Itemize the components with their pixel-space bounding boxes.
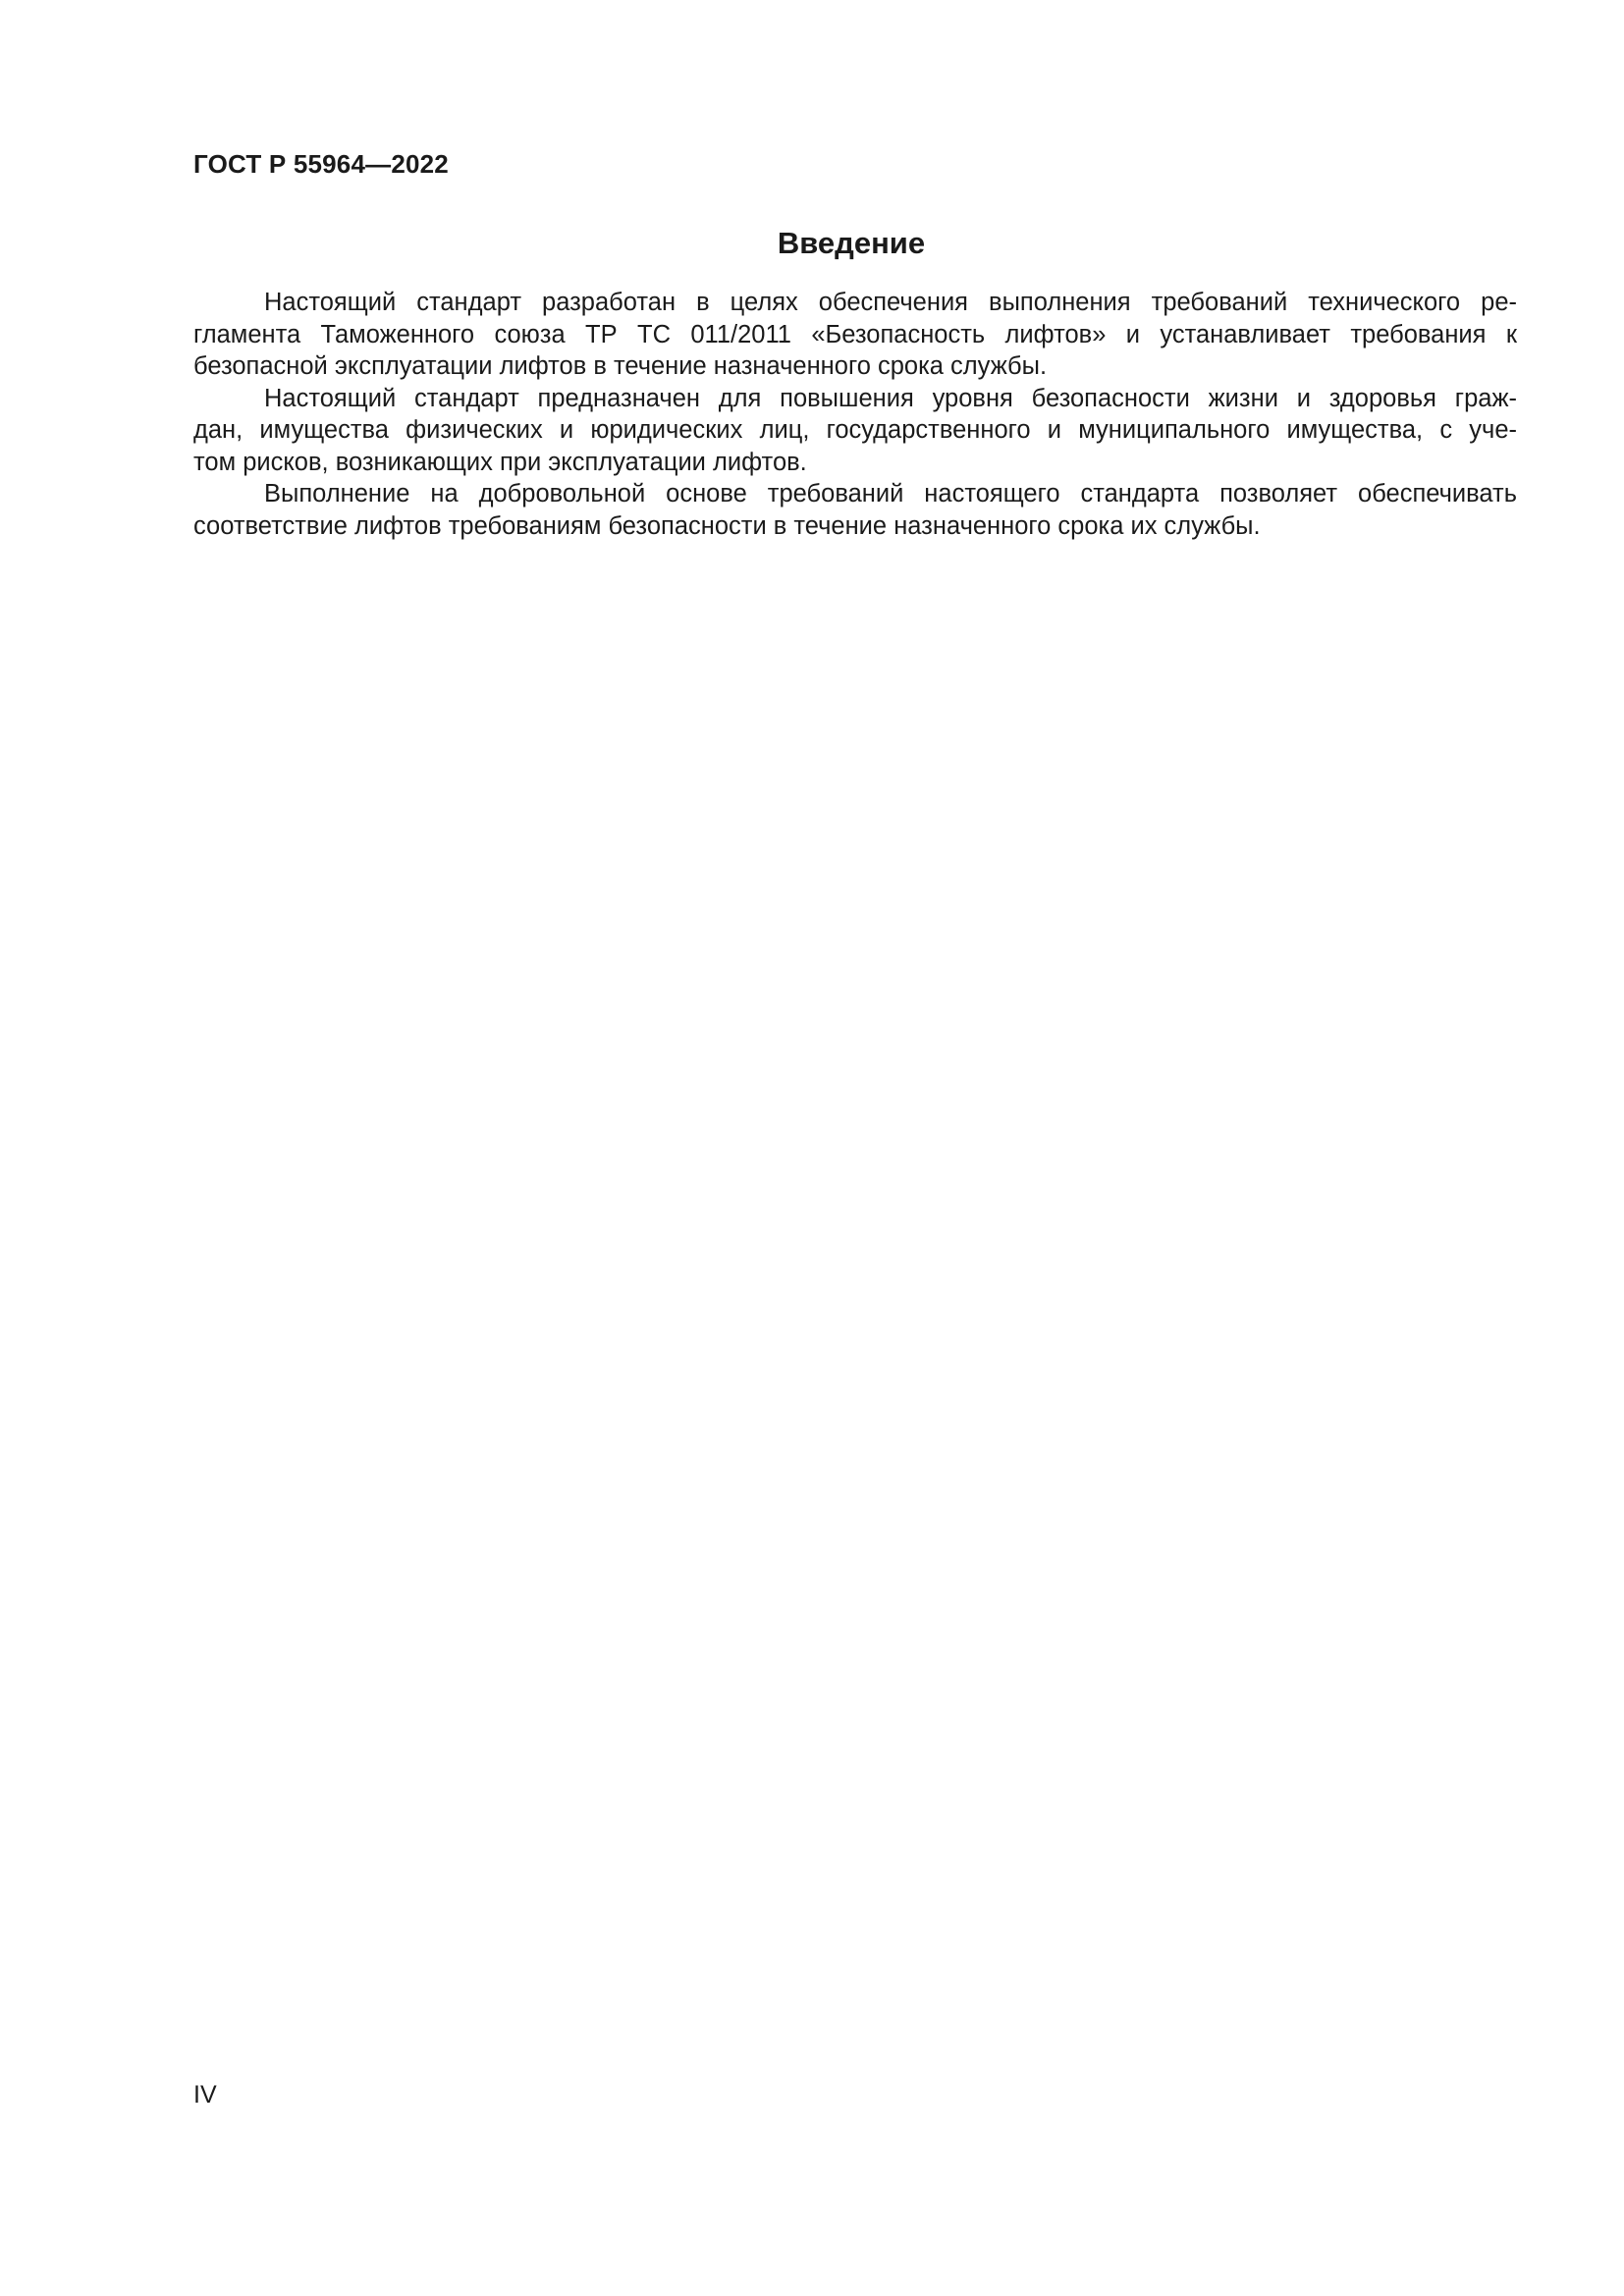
paragraph-line: Выполнение на добровольной основе требований настоящего стандарта позволяет обеспечивать (264, 480, 1517, 507)
paragraph-3 (193, 478, 1517, 542)
page-number: IV (193, 2081, 217, 2109)
paragraph-line: гламента Таможенного союза ТР ТС 011/2011 «Безопасность лифтов» и устанавливает требования к (193, 320, 1517, 348)
body-text (193, 287, 1517, 542)
paragraph-line: безопасной эксплуатации лифтов в течение назначенного срока службы. (193, 352, 1048, 380)
paragraph-line: Настоящий стандарт предназначен для повышения уровня безопасности жизни и здоровья граж- (264, 384, 1517, 412)
paragraph-line: том рисков, возникающих при эксплуатации лифтов. (193, 448, 807, 476)
paragraph-line: дан, имущества физических и юридических лиц, государственного и муниципального имущества, с уче- (193, 416, 1517, 444)
paragraph-line: соответствие лифтов требованиям безопасности в течение назначенного срока их службы. (193, 511, 1261, 540)
paragraph-1 (193, 287, 1517, 383)
document-code: ГОСТ Р 55964—2022 (193, 149, 449, 179)
section-title: Введение (777, 226, 926, 260)
paragraph-2 (193, 383, 1517, 479)
paragraph-line: Настоящий стандарт разработан в целях обеспечения выполнения требований технического ре- (264, 289, 1517, 316)
